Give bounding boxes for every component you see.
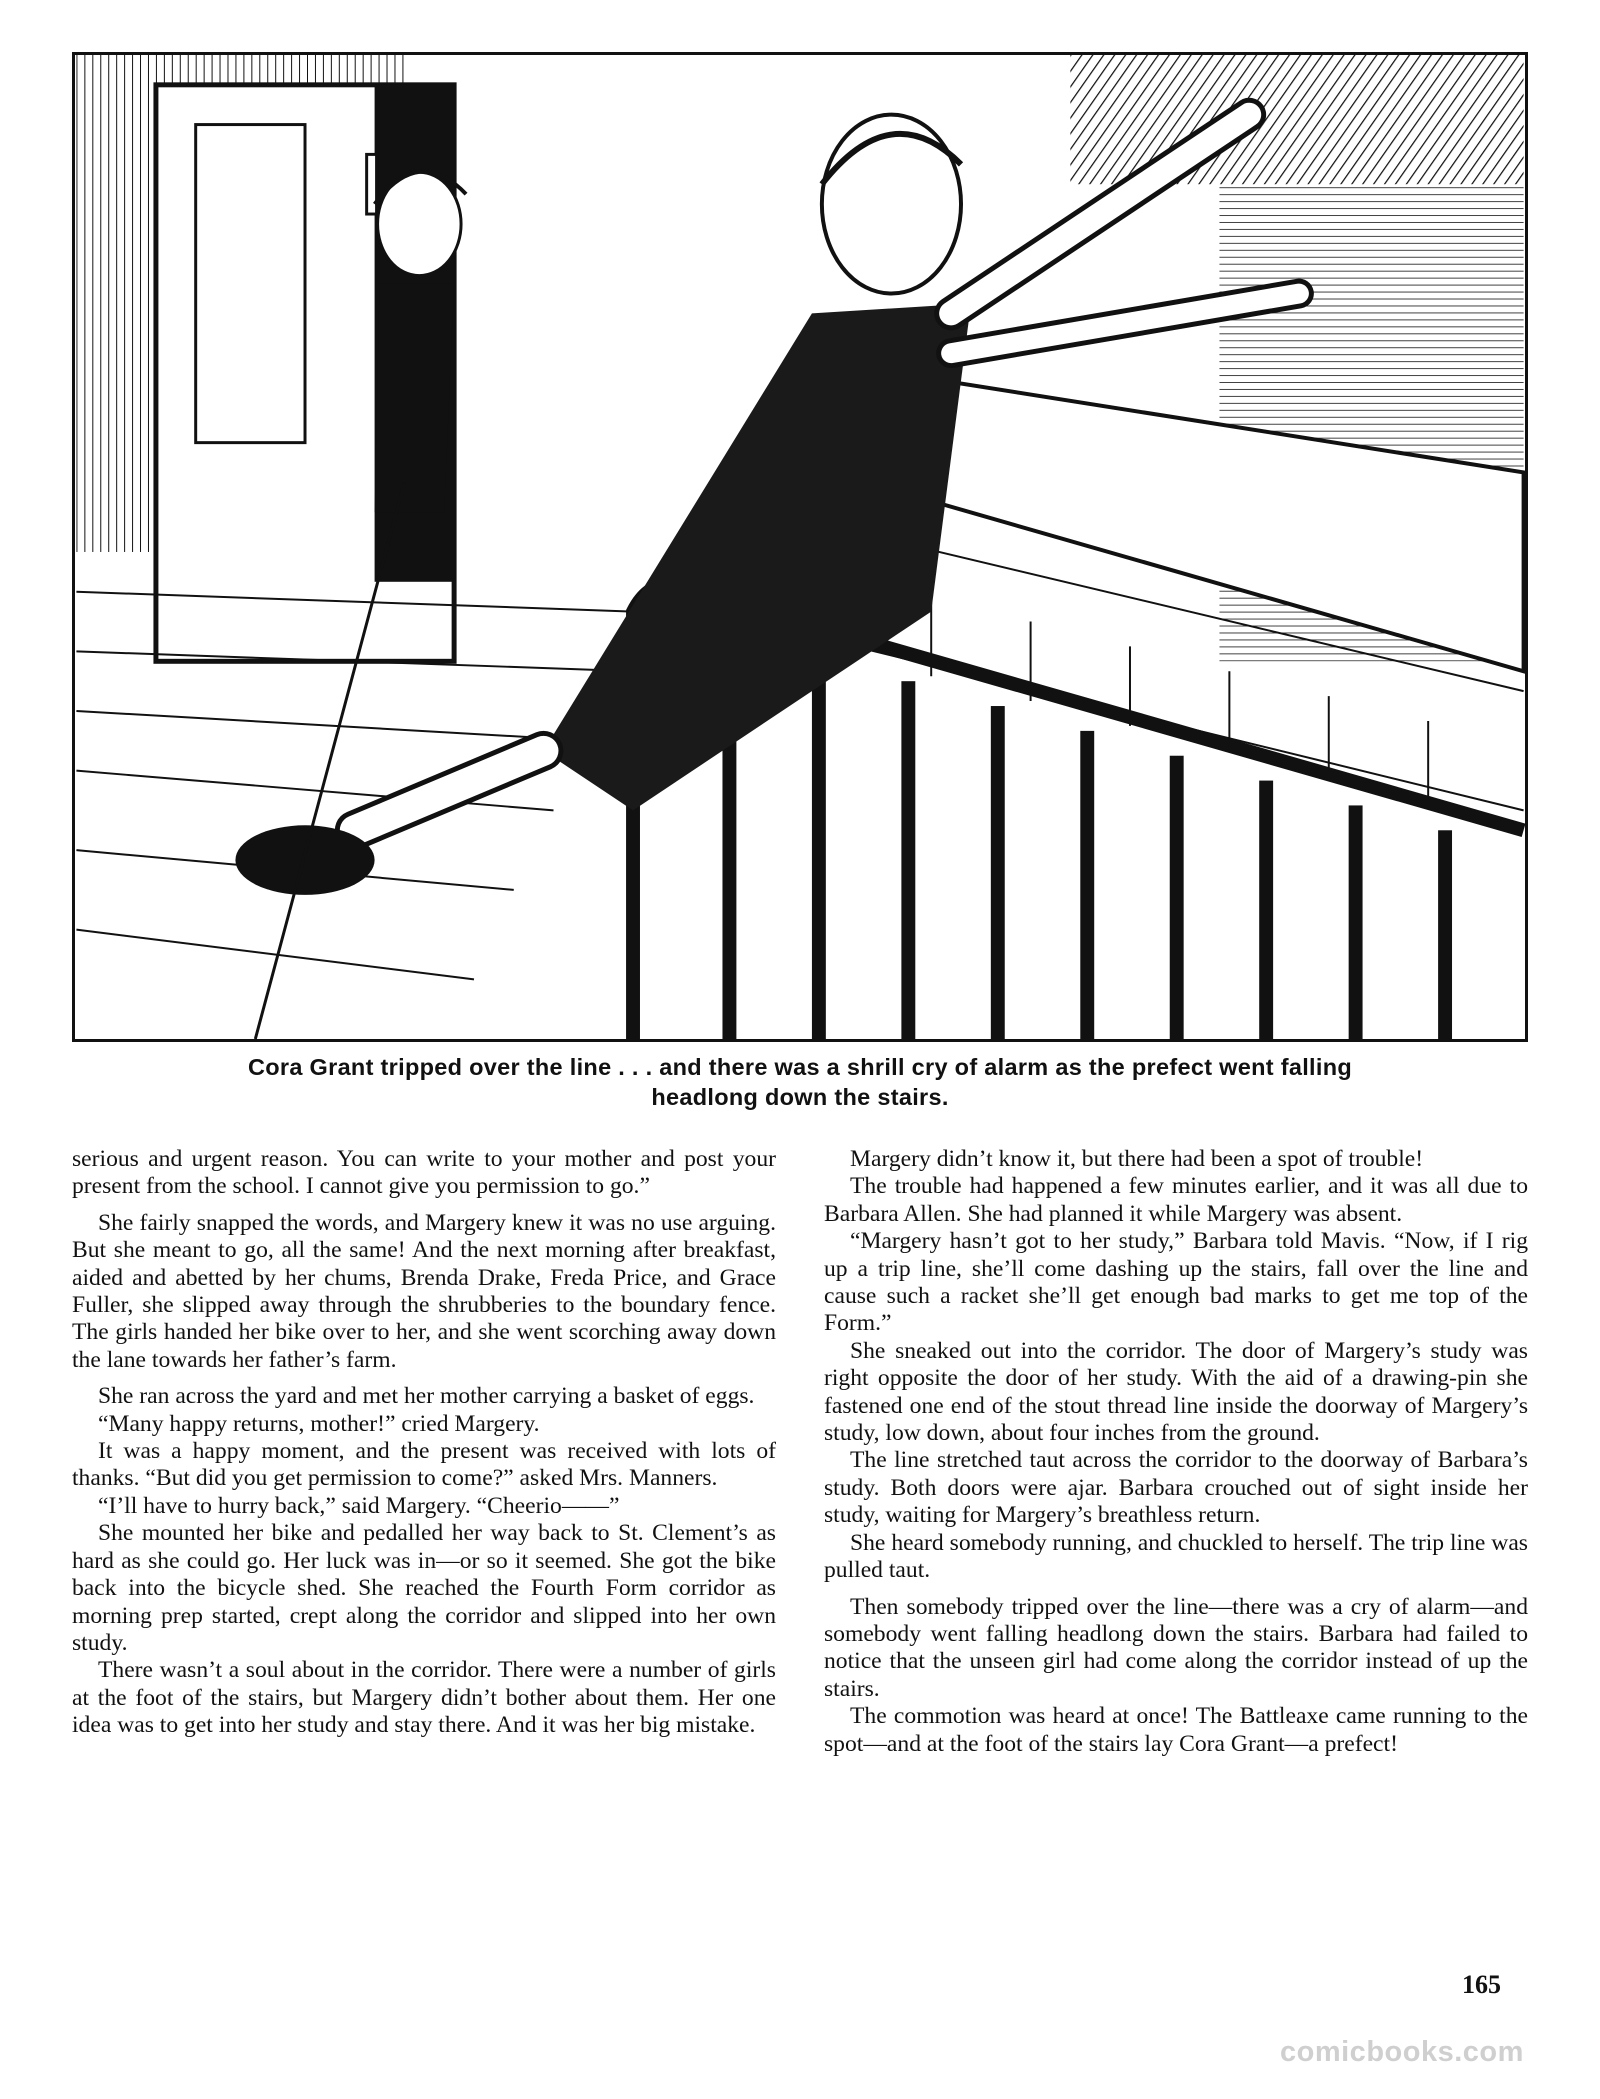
paragraph: She mounted her bike and pedalled her way back to St. Clement’s as hard as she could go. Her luck was in—or so it seemed. She got the bike back into the bicycle shed. She reached the Fourth Form corridor as morning prep started, crept along the corridor and slipped into her own study. bbox=[72, 1520, 776, 1656]
story-illustration bbox=[72, 52, 1528, 1042]
right-column bbox=[824, 1146, 1528, 1758]
paragraph: Then somebody tripped over the line—there was a cry of alarm—and somebody went falling headlong down the stairs. Barbara had failed to notice that the unseen girl had come along the corridor instead of up the stairs. bbox=[824, 1593, 1528, 1702]
caption-line-2: headlong down the stairs. bbox=[651, 1084, 949, 1110]
page-number: 165 bbox=[1462, 1970, 1501, 1999]
caption-line-1: Cora Grant tripped over the line . . . and there was a shrill cry of alarm as the prefect went falling bbox=[247, 1054, 1353, 1080]
paragraph: “I’ll have to hurry back,” said Margery. “Cheerio——” bbox=[98, 1492, 620, 1519]
illustration-drawing bbox=[75, 55, 1525, 1039]
paragraph: She heard somebody running, and chuckled to herself. The trip line was pulled taut. bbox=[824, 1529, 1528, 1584]
paragraph: She sneaked out into the corridor. The door of Margery’s study was right opposite the door of her study. With the aid of a drawing-pin she fastened one end of the stout thread line inside the doorway of Margery’s study, low down, about four inches from the ground. bbox=[824, 1337, 1528, 1447]
illustration-caption bbox=[72, 1052, 1528, 1112]
paragraph: She ran across the yard and met her mother carrying a basket of eggs. bbox=[98, 1383, 755, 1410]
paragraph: There wasn’t a soul about in the corridor. There were a number of girls at the foot of the stairs, but Margery didn’t bother about them. Her one idea was to get into her study and stay there. And it was her big mistake. bbox=[72, 1657, 776, 1739]
paragraph: The commotion was heard at once! The Battleaxe came running to the spot—and at the foot of the stairs lay Cora Grant—a prefect! bbox=[824, 1703, 1528, 1757]
watermark: comicbooks.com bbox=[1280, 2036, 1524, 2068]
paragraph: “Many happy returns, mother!” cried Margery. bbox=[98, 1410, 540, 1437]
paragraph: “Margery hasn’t got to her study,” Barbara told Mavis. “Now, if I rig up a trip line, she’ll come dashing up the stairs, fall over the line and cause such a racket she’ll get enough bad marks to get me top of the Form.” bbox=[824, 1228, 1528, 1337]
paragraph: The line stretched taut across the corridor to the doorway of Barbara’s study. Both doors were ajar. Barbara crouched out of sight inside her study, waiting for Margery’s breathless return. bbox=[824, 1447, 1528, 1529]
paragraph: She fairly snapped the words, and Margery knew it was no use arguing. But she meant to go, all the same! And the next morning after breakfast, aided and abetted by her chums, Brenda Drake, Freda Price, and Grace Fuller, she slipped away through the shrubberies to the boundary fence. The girls handed her bike over to her, and she went scorching away down the lane towards her father’s farm. bbox=[72, 1209, 776, 1373]
paragraph: serious and urgent reason. You can write to your mother and post your present from the school. I cannot give you permission to go.” bbox=[72, 1146, 776, 1200]
paragraph: It was a happy moment, and the present was received with lots of thanks. “But did you get permission to come?” asked Mrs. Manners. bbox=[72, 1438, 776, 1492]
left-column bbox=[72, 1146, 776, 1740]
paragraph: Margery didn’t know it, but there had been a spot of trouble! bbox=[850, 1146, 1424, 1172]
paragraph: The trouble had happened a few minutes earlier, and it was all due to Barbara Allen. She had planned it while Margery was absent. bbox=[824, 1173, 1528, 1227]
